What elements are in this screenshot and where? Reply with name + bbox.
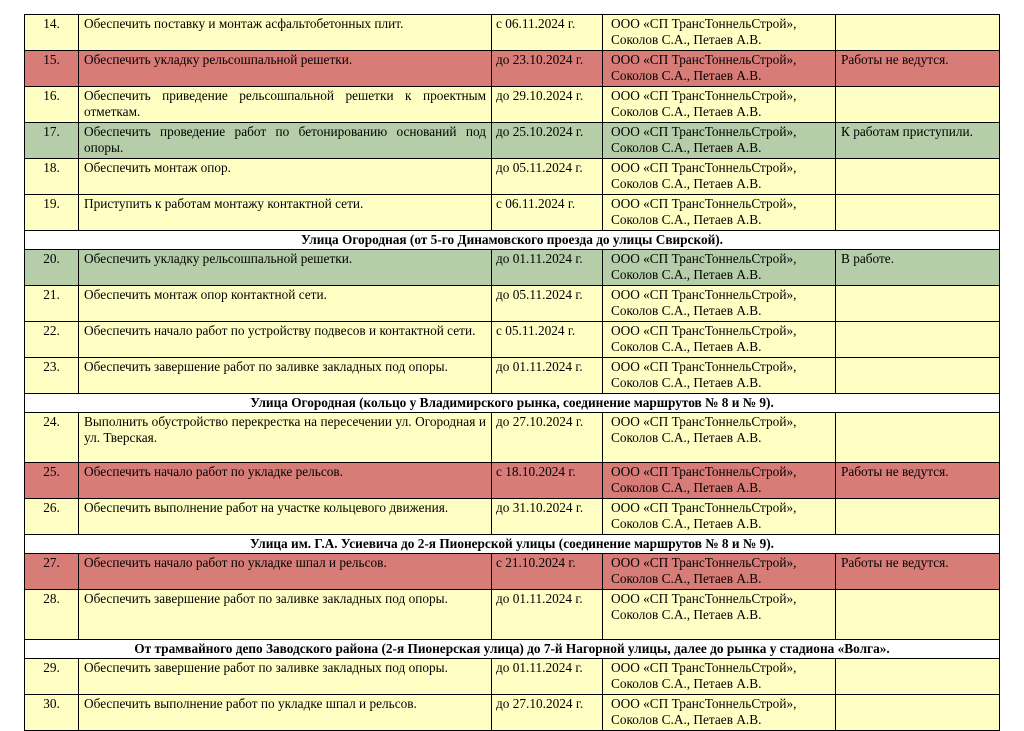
responsible-persons: Соколов С.А., Петаев А.В. — [611, 607, 762, 622]
task-description: Приступить к работам монтажу контактной сети. — [79, 195, 492, 231]
responsible-persons: Соколов С.А., Петаев А.В. — [611, 267, 762, 282]
deadline: с 06.11.2024 г. — [492, 15, 603, 51]
responsible-cell — [603, 322, 836, 358]
table-row — [25, 123, 1000, 159]
deadline: с 18.10.2024 г. — [492, 463, 603, 499]
deadline: с 21.10.2024 г. — [492, 554, 603, 590]
section-header-row — [25, 535, 1000, 554]
task-description: Обеспечить приведение рельсошпальной решетки к проектным отметкам. — [79, 87, 492, 123]
contractor-name: ООО «СП ТрансТоннельСтрой», — [611, 323, 797, 338]
status-note — [836, 590, 1000, 640]
responsible-cell — [603, 659, 836, 695]
table-row — [25, 195, 1000, 231]
responsible-persons: Соколов С.А., Петаев А.В. — [611, 571, 762, 586]
task-description: Обеспечить укладку рельсошпальной решетки. — [79, 51, 492, 87]
status-note: В работе. — [836, 250, 1000, 286]
responsible-cell — [603, 250, 836, 286]
section-header-row — [25, 640, 1000, 659]
contractor-name: ООО «СП ТрансТоннельСтрой», — [611, 500, 797, 515]
deadline: с 05.11.2024 г. — [492, 322, 603, 358]
status-note: Работы не ведутся. — [836, 554, 1000, 590]
task-description: Обеспечить поставку и монтаж асфальтобетонных плит. — [79, 15, 492, 51]
responsible-persons: Соколов С.А., Петаев А.В. — [611, 339, 762, 354]
deadline: до 05.11.2024 г. — [492, 286, 603, 322]
deadline: до 01.11.2024 г. — [492, 358, 603, 394]
contractor-name: ООО «СП ТрансТоннельСтрой», — [611, 660, 797, 675]
task-description: Обеспечить завершение работ по заливке закладных под опоры. — [79, 590, 492, 640]
table-row — [25, 358, 1000, 394]
deadline: до 25.10.2024 г. — [492, 123, 603, 159]
responsible-cell — [603, 51, 836, 87]
row-number: 22. — [25, 322, 79, 358]
contractor-name: ООО «СП ТрансТоннельСтрой», — [611, 196, 797, 211]
table-row — [25, 463, 1000, 499]
responsible-persons: Соколов С.А., Петаев А.В. — [611, 176, 762, 191]
section-title: Улица Огородная (от 5-го Динамовского проезда до улицы Свирской). — [25, 231, 1000, 250]
table-row — [25, 286, 1000, 322]
status-note — [836, 15, 1000, 51]
deadline: до 05.11.2024 г. — [492, 159, 603, 195]
responsible-persons: Соколов С.А., Петаев А.В. — [611, 140, 762, 155]
section-title: Улица Огородная (кольцо у Владимирского рынка, соединение маршрутов № 8 и № 9). — [25, 394, 1000, 413]
table-row — [25, 554, 1000, 590]
contractor-name: ООО «СП ТрансТоннельСтрой», — [611, 124, 797, 139]
responsible-cell — [603, 590, 836, 640]
status-note — [836, 87, 1000, 123]
deadline: до 27.10.2024 г. — [492, 695, 603, 731]
contractor-name: ООО «СП ТрансТоннельСтрой», — [611, 52, 797, 67]
status-note — [836, 499, 1000, 535]
row-number: 23. — [25, 358, 79, 394]
row-number: 20. — [25, 250, 79, 286]
contractor-name: ООО «СП ТрансТоннельСтрой», — [611, 251, 797, 266]
row-number: 19. — [25, 195, 79, 231]
contractor-name: ООО «СП ТрансТоннельСтрой», — [611, 287, 797, 302]
task-description: Обеспечить начало работ по укладке шпал и рельсов. — [79, 554, 492, 590]
responsible-persons: Соколов С.А., Петаев А.В. — [611, 430, 762, 445]
table-row — [25, 590, 1000, 640]
table-row — [25, 159, 1000, 195]
contractor-name: ООО «СП ТрансТоннельСтрой», — [611, 160, 797, 175]
status-note: Работы не ведутся. — [836, 51, 1000, 87]
task-description: Выполнить обустройство перекрестка на пересечении ул. Огородная и ул. Тверская. — [79, 413, 492, 463]
task-description: Обеспечить выполнение работ по укладке шпал и рельсов. — [79, 695, 492, 731]
task-description: Обеспечить монтаж опор. — [79, 159, 492, 195]
status-note — [836, 695, 1000, 731]
table-row — [25, 250, 1000, 286]
row-number: 25. — [25, 463, 79, 499]
table-row — [25, 87, 1000, 123]
task-description: Обеспечить монтаж опор контактной сети. — [79, 286, 492, 322]
status-note — [836, 659, 1000, 695]
responsible-persons: Соколов С.А., Петаев А.В. — [611, 104, 762, 119]
row-number: 14. — [25, 15, 79, 51]
table-row — [25, 659, 1000, 695]
responsible-cell — [603, 87, 836, 123]
deadline: до 01.11.2024 г. — [492, 590, 603, 640]
deadline: до 01.11.2024 г. — [492, 250, 603, 286]
responsible-persons: Соколов С.А., Петаев А.В. — [611, 516, 762, 531]
section-title: От трамвайного депо Заводского района (2-я Пионерская улица) до 7-й Нагорной улицы, далее до рынка у стадиона «Волга». — [25, 640, 1000, 659]
table-row — [25, 695, 1000, 731]
responsible-persons: Соколов С.А., Петаев А.В. — [611, 676, 762, 691]
deadline: с 06.11.2024 г. — [492, 195, 603, 231]
deadline: до 23.10.2024 г. — [492, 51, 603, 87]
responsible-cell — [603, 554, 836, 590]
row-number: 17. — [25, 123, 79, 159]
responsible-cell — [603, 358, 836, 394]
task-description: Обеспечить начало работ по укладке рельсов. — [79, 463, 492, 499]
status-note — [836, 413, 1000, 463]
contractor-name: ООО «СП ТрансТоннельСтрой», — [611, 414, 797, 429]
responsible-persons: Соколов С.А., Петаев А.В. — [611, 68, 762, 83]
table-row — [25, 15, 1000, 51]
task-description: Обеспечить завершение работ по заливке закладных под опоры. — [79, 659, 492, 695]
contractor-name: ООО «СП ТрансТоннельСтрой», — [611, 591, 797, 606]
responsible-persons: Соколов С.А., Петаев А.В. — [611, 212, 762, 227]
row-number: 27. — [25, 554, 79, 590]
task-description: Обеспечить начало работ по устройству подвесов и контактной сети. — [79, 322, 492, 358]
table-row — [25, 413, 1000, 463]
responsible-persons: Соколов С.А., Петаев А.В. — [611, 375, 762, 390]
row-number: 15. — [25, 51, 79, 87]
responsible-cell — [603, 463, 836, 499]
table-body — [25, 15, 1000, 731]
deadline: до 31.10.2024 г. — [492, 499, 603, 535]
responsible-cell — [603, 195, 836, 231]
responsible-persons: Соколов С.А., Петаев А.В. — [611, 480, 762, 495]
row-number: 21. — [25, 286, 79, 322]
row-number: 29. — [25, 659, 79, 695]
task-description: Обеспечить завершение работ по заливке закладных под опоры. — [79, 358, 492, 394]
responsible-cell — [603, 123, 836, 159]
status-note — [836, 286, 1000, 322]
responsible-persons: Соколов С.А., Петаев А.В. — [611, 303, 762, 318]
deadline: до 01.11.2024 г. — [492, 659, 603, 695]
deadline: до 29.10.2024 г. — [492, 87, 603, 123]
row-number: 16. — [25, 87, 79, 123]
row-number: 26. — [25, 499, 79, 535]
section-title: Улица им. Г.А. Усиевича до 2-я Пионерской улицы (соединение маршрутов № 8 и № 9). — [25, 535, 1000, 554]
table-row — [25, 322, 1000, 358]
section-header-row — [25, 231, 1000, 250]
responsible-cell — [603, 695, 836, 731]
row-number: 18. — [25, 159, 79, 195]
task-description: Обеспечить проведение работ по бетонированию оснований под опоры. — [79, 123, 492, 159]
deadline: до 27.10.2024 г. — [492, 413, 603, 463]
responsible-persons: Соколов С.А., Петаев А.В. — [611, 32, 762, 47]
works-schedule-table — [24, 14, 1000, 731]
row-number: 24. — [25, 413, 79, 463]
status-note: К работам приступили. — [836, 123, 1000, 159]
contractor-name: ООО «СП ТрансТоннельСтрой», — [611, 88, 797, 103]
status-note — [836, 322, 1000, 358]
status-note — [836, 195, 1000, 231]
status-note: Работы не ведутся. — [836, 463, 1000, 499]
responsible-cell — [603, 499, 836, 535]
contractor-name: ООО «СП ТрансТоннельСтрой», — [611, 16, 797, 31]
task-description: Обеспечить укладку рельсошпальной решетки. — [79, 250, 492, 286]
row-number: 28. — [25, 590, 79, 640]
contractor-name: ООО «СП ТрансТоннельСтрой», — [611, 555, 797, 570]
contractor-name: ООО «СП ТрансТоннельСтрой», — [611, 359, 797, 374]
contractor-name: ООО «СП ТрансТоннельСтрой», — [611, 464, 797, 479]
responsible-cell — [603, 413, 836, 463]
row-number: 30. — [25, 695, 79, 731]
table-row — [25, 51, 1000, 87]
responsible-cell — [603, 15, 836, 51]
status-note — [836, 159, 1000, 195]
status-note — [836, 358, 1000, 394]
section-header-row — [25, 394, 1000, 413]
contractor-name: ООО «СП ТрансТоннельСтрой», — [611, 696, 797, 711]
responsible-persons: Соколов С.А., Петаев А.В. — [611, 712, 762, 727]
responsible-cell — [603, 286, 836, 322]
responsible-cell — [603, 159, 836, 195]
table-row — [25, 499, 1000, 535]
task-description: Обеспечить выполнение работ на участке кольцевого движения. — [79, 499, 492, 535]
